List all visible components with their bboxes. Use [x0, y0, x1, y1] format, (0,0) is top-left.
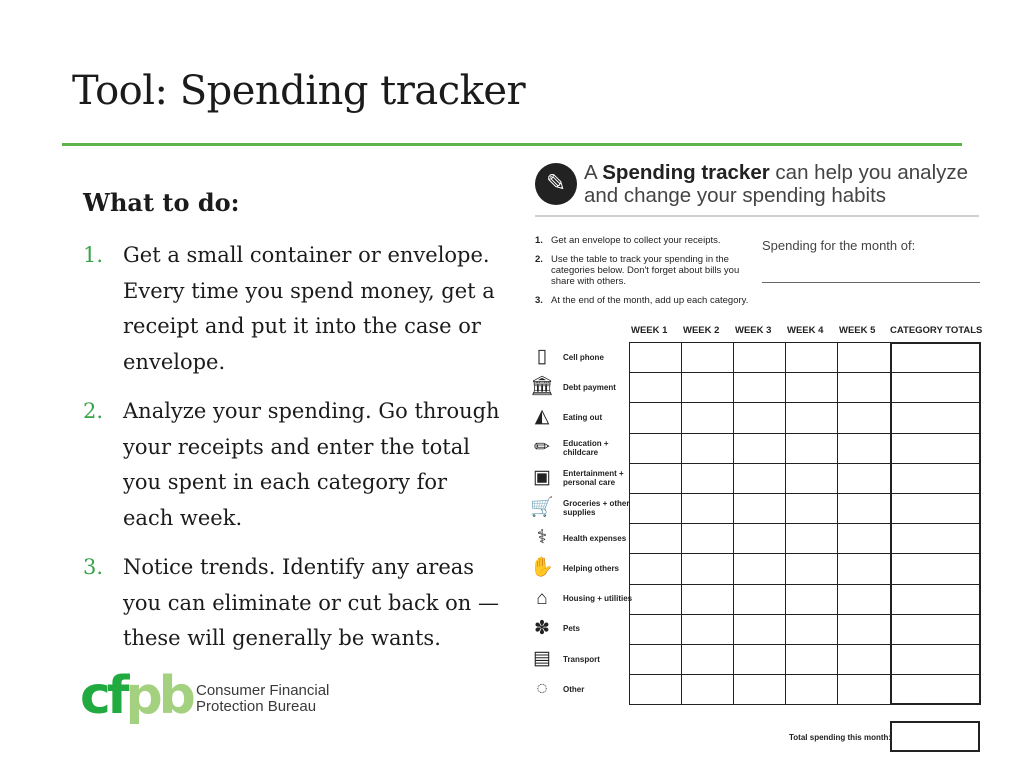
- tracker-cell[interactable]: [681, 433, 734, 464]
- category-label: Eating out: [563, 412, 603, 422]
- tracker-cell[interactable]: [837, 402, 891, 433]
- tracker-cell[interactable]: [733, 342, 786, 373]
- tracker-cell[interactable]: [890, 493, 981, 524]
- logo-line-2: Protection Bureau: [196, 698, 317, 715]
- category-label: Debt payment: [563, 382, 616, 392]
- tracker-cell[interactable]: [629, 553, 682, 584]
- heading-bold: Spending tracker: [602, 161, 770, 184]
- tracker-cell[interactable]: [785, 553, 838, 584]
- tracker-cell[interactable]: [733, 493, 786, 524]
- category-row: [527, 523, 629, 553]
- category-row: [527, 402, 629, 432]
- tracker-cell[interactable]: [681, 614, 734, 645]
- cart-icon: 🛒: [530, 497, 554, 518]
- total-label: Total spending this month:: [789, 733, 892, 742]
- tracker-cell[interactable]: [890, 523, 981, 554]
- tracker-cell[interactable]: [785, 674, 838, 705]
- tracker-cell[interactable]: [681, 493, 734, 524]
- logo-text: [196, 683, 329, 715]
- tracker-cell[interactable]: [733, 372, 786, 403]
- tracker-cell[interactable]: [785, 433, 838, 464]
- tracker-cell[interactable]: [837, 493, 891, 524]
- tracker-cell[interactable]: [681, 402, 734, 433]
- category-row: [527, 644, 629, 674]
- month-label: Spending for the month of:: [762, 238, 916, 253]
- ticket-icon: ▣: [533, 466, 551, 488]
- worksheet-instructions: [535, 235, 760, 314]
- tracker-cell[interactable]: [890, 463, 981, 494]
- tracker-cell[interactable]: [837, 584, 891, 615]
- category-row: [527, 674, 629, 704]
- tracker-cell[interactable]: [733, 614, 786, 645]
- tracker-cell[interactable]: [629, 614, 682, 645]
- tracker-cell[interactable]: [629, 402, 682, 433]
- instruction-text: Get an envelope to collect your receipts.: [551, 235, 721, 246]
- tracker-cell[interactable]: [837, 644, 891, 675]
- tracker-cell[interactable]: [785, 584, 838, 615]
- steps-list: [83, 238, 503, 671]
- tracker-cell[interactable]: [681, 644, 734, 675]
- instruction-text: Use the table to track your spending in the categories below. Don't forget about bills you share with others.: [551, 254, 740, 287]
- category-row: [527, 463, 629, 493]
- tracker-cell[interactable]: [681, 342, 734, 373]
- category-label: Helping others: [563, 563, 620, 573]
- month-field-line[interactable]: [762, 282, 980, 283]
- tracker-cell[interactable]: [890, 342, 981, 373]
- tracker-cell[interactable]: [629, 584, 682, 615]
- step-text: Analyze your spending. Go through your receipts and enter the total you spent in each category for each week.: [123, 399, 500, 530]
- pizza-icon: ◭: [534, 406, 550, 428]
- worksheet-heading: [584, 161, 994, 207]
- tracker-cell[interactable]: [629, 674, 682, 705]
- tracker-cell[interactable]: [890, 644, 981, 675]
- category-row: [527, 584, 633, 614]
- tracker-cell[interactable]: [785, 614, 838, 645]
- instruction-number: 1.: [535, 235, 543, 246]
- pencil-icon: ✎: [535, 163, 577, 205]
- tracker-cell[interactable]: [785, 644, 838, 675]
- step-text: Get a small container or envelope. Every time you spend money, get a receipt and put it into the case or envelope.: [123, 243, 495, 374]
- category-label: Entertainment + personal care: [563, 468, 624, 487]
- category-label: Other: [563, 684, 585, 694]
- category-label: Pets: [563, 624, 580, 634]
- tracker-cell[interactable]: [733, 644, 786, 675]
- paw-icon: ✽: [534, 617, 550, 639]
- tracker-cell[interactable]: [890, 372, 981, 403]
- step-number: 3.: [83, 555, 104, 579]
- tracker-cell[interactable]: [733, 433, 786, 464]
- tracker-cell[interactable]: [629, 372, 682, 403]
- what-to-do-heading: What to do:: [83, 188, 240, 217]
- cfpb-logo: [80, 666, 192, 726]
- tracker-cell[interactable]: [890, 402, 981, 433]
- total-field[interactable]: [890, 721, 980, 752]
- tracker-cell[interactable]: [837, 463, 891, 494]
- logo-line-1: Consumer Financial: [196, 682, 330, 699]
- category-label: Transport: [563, 654, 600, 664]
- tracker-cell[interactable]: [785, 372, 838, 403]
- bank-icon: 🏛: [529, 376, 555, 398]
- tracker-cell[interactable]: [837, 433, 891, 464]
- tracker-cell[interactable]: [733, 584, 786, 615]
- instruction-number: 3.: [535, 295, 543, 306]
- column-header: WEEK 4: [787, 325, 824, 336]
- title-divider: [62, 143, 962, 146]
- tracker-cell[interactable]: [629, 523, 682, 554]
- tracker-cell[interactable]: [681, 463, 734, 494]
- tracker-cell[interactable]: [629, 493, 682, 524]
- tracker-cell[interactable]: [733, 553, 786, 584]
- instruction-item: [535, 235, 760, 246]
- category-label: Housing + utilities: [563, 594, 633, 604]
- step-number: 2.: [83, 399, 104, 423]
- category-row: [527, 342, 629, 372]
- tracker-cell[interactable]: [837, 523, 891, 554]
- page-title: Tool: Spending tracker: [72, 68, 526, 114]
- tracker-cell[interactable]: [890, 433, 981, 464]
- tracker-cell[interactable]: [681, 674, 734, 705]
- instruction-item: [535, 254, 760, 287]
- tracker-cell[interactable]: [733, 523, 786, 554]
- instruction-item: [535, 295, 760, 306]
- category-row: [527, 493, 629, 523]
- tracker-cell[interactable]: [890, 614, 981, 645]
- tracker-cell[interactable]: [681, 584, 734, 615]
- tracker-cell[interactable]: [837, 674, 891, 705]
- heading-prefix: A: [584, 161, 603, 184]
- heading-rest: can help you analyze and change your spending habits: [584, 161, 969, 207]
- tracker-cell[interactable]: [785, 523, 838, 554]
- tracker-cell[interactable]: [785, 342, 838, 373]
- category-row: [527, 372, 629, 402]
- tracker-cell[interactable]: [785, 463, 838, 494]
- step-text: Notice trends. Identify any areas you can eliminate or cut back on —these will generally be wants.: [123, 555, 499, 650]
- instruction-number: 2.: [535, 254, 543, 265]
- category-label: Health expenses: [563, 533, 627, 543]
- tracker-cell[interactable]: [837, 372, 891, 403]
- helping-hand-icon: ✋: [530, 557, 554, 579]
- tracker-cell[interactable]: [629, 433, 682, 464]
- tracker-cell[interactable]: [733, 402, 786, 433]
- column-header: WEEK 2: [683, 325, 720, 336]
- column-header: WEEK 5: [839, 325, 876, 336]
- tracker-cell[interactable]: [785, 493, 838, 524]
- category-row: [527, 553, 629, 583]
- tracker-cell[interactable]: [890, 584, 981, 615]
- tracker-cell[interactable]: [733, 463, 786, 494]
- spending-tracker-worksheet: [527, 155, 987, 760]
- stethoscope-icon: ⚕: [536, 527, 548, 549]
- category-row: [527, 433, 629, 463]
- tracker-cell[interactable]: [785, 402, 838, 433]
- house-icon: ⌂: [536, 587, 548, 609]
- column-header: WEEK 3: [735, 325, 772, 336]
- column-header: WEEK 1: [631, 325, 668, 336]
- column-header: CATEGORY TOTALS: [890, 325, 983, 336]
- category-label: Cell phone: [563, 352, 604, 362]
- bus-icon: ▤: [533, 648, 551, 669]
- category-label: Groceries + other supplies: [563, 499, 630, 517]
- tracker-cell[interactable]: [733, 674, 786, 705]
- tracker-cell[interactable]: [837, 614, 891, 645]
- worksheet-divider: [535, 215, 979, 217]
- tracker-cell[interactable]: [629, 463, 682, 494]
- tracker-cell[interactable]: [837, 553, 891, 584]
- tracker-cell[interactable]: [890, 553, 981, 584]
- phone-icon: ▯: [536, 346, 548, 367]
- step-item: [83, 394, 503, 536]
- step-item: [83, 550, 503, 657]
- instruction-text: At the end of the month, add up each category.: [551, 295, 749, 306]
- tracker-cell[interactable]: [681, 523, 734, 554]
- logo-mark-pb: pb: [125, 666, 192, 726]
- category-row: [527, 614, 629, 644]
- tracker-cell[interactable]: [681, 553, 734, 584]
- crayon-icon: ✏: [534, 436, 550, 458]
- dotted-circle-icon: ◌: [536, 678, 548, 700]
- tracker-cell[interactable]: [681, 372, 734, 403]
- logo-mark-cf: cf: [80, 666, 126, 726]
- tracker-cell[interactable]: [837, 342, 891, 373]
- step-number: 1.: [83, 243, 104, 267]
- tracker-cell[interactable]: [629, 644, 682, 675]
- tracker-cell[interactable]: [629, 342, 682, 373]
- tracker-cell[interactable]: [890, 674, 981, 705]
- step-item: [83, 238, 503, 380]
- category-label: Education + childcare: [563, 438, 609, 457]
